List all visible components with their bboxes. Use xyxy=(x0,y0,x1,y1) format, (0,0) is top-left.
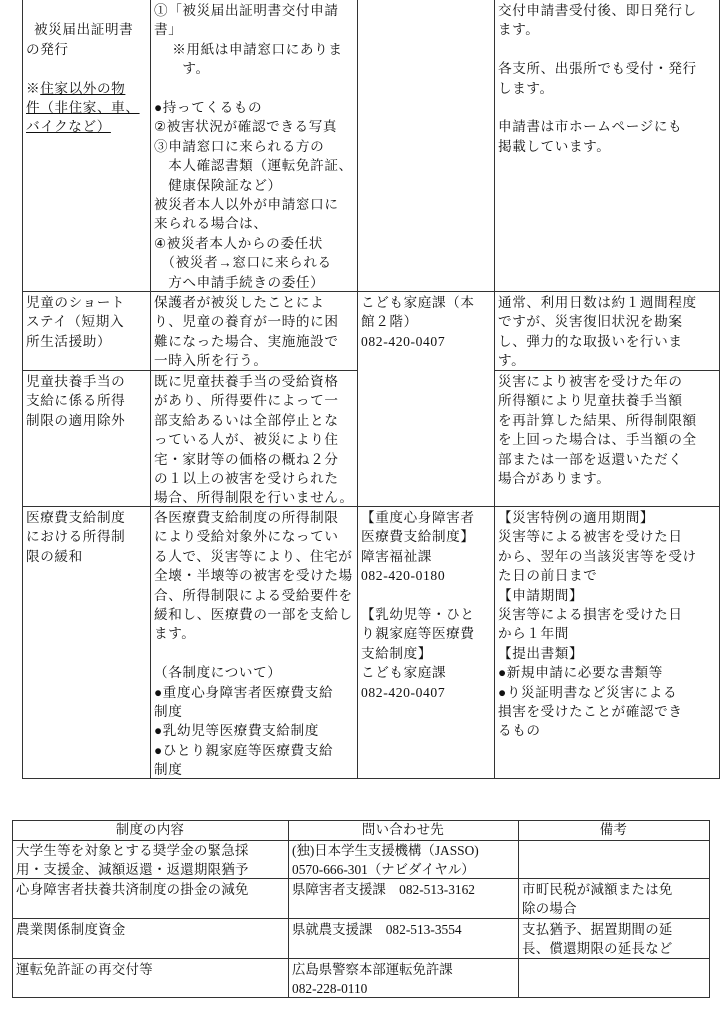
table-cell-content: ①「被災届出証明書交付申請 書」 ※用紙は申請窓口にありま す。 ●持ってくるもの ②被害状況が確認できる写真 ③申請窓口に来られる方の 本人確認書類（運転免許証、 健康保険証など） 被災者本人以外が申請窓口に 来られる場合は、 ④被災者本人からの委任状 （被災者→窓口に来られる 方へ申請手続きの委任） xyxy=(154,3,353,290)
sub-cell-content: 心身障害者扶養共済制度の掛金の減免 xyxy=(16,882,249,897)
table-cell-content: 保護者が被災したことによ り、児童の養育が一時的に困 難になった場合、実施施設で 一時入所を行う。 xyxy=(154,295,339,369)
sub-cell-content: 大学生等を対象とする奨学金の緊急採 用・支援金、減額返還・返還期限猶予 xyxy=(16,843,249,878)
table-cell-remarks: 交付申請書受付後、即日発行し ます。 各支所、出張所でも受付・発行 します。 申請書は市ホームページにも 掲載しています。 xyxy=(498,3,697,154)
sub-cell-remarks xyxy=(518,840,709,842)
sub-cell-contact: (独)日本学生支援機構（JASSO) 0570-666-301（ナビダイヤル） xyxy=(292,843,479,878)
sub-cell-contact: 県就農支援課 082-513-3554 xyxy=(292,922,462,937)
table-cell-item: 児童のショート ステイ（短期入 所生活援助） xyxy=(26,295,126,349)
sub-cell-contact: 県障害者支援課 082-513-3162 xyxy=(292,882,475,897)
table-cell-item: 児童扶養手当の 支給に係る所得 制限の適用除外 xyxy=(26,374,126,428)
item-note: 住家以外の物 件（非住家、車、 バイクなど） xyxy=(26,80,140,135)
table-cell-remarks: 【災害特例の適用期間】 災害等による被害を受けた日 から、翌年の当該災害等を受け た日の前日まで 【申請期間】 災害等による損害を受けた日 から１年間 【提出書類】 ●新規申請に必要な書類等 ●り災証明書など災害による 損害を受けたことが確認でき るもの xyxy=(498,510,697,739)
sub-cell-remarks: 支払猶予、据置期間の延 長、償還期限の延長など xyxy=(522,922,673,957)
sub-cell-remarks xyxy=(518,959,709,961)
sub-cell-content: 運転免許証の再交付等 xyxy=(16,962,153,977)
table-cell-content: 各医療費支給制度の所得制限 により受給対象外になってい る人で、災害等により、住宅が 全壊・半壊等の被害を受けた場 合、所得制限による受給要件を 緩和し、医療費の一部を支給し ます。 （各制度について） ●重度心身障害者医療費支給 制度 ●乳幼児等医療費支給制度 ●ひとり親家庭等医療費支給 制度 xyxy=(154,510,353,778)
header-contact: 問い合わせ先 xyxy=(361,822,445,837)
table-row-item xyxy=(22,0,150,138)
item-title: 被災届出証明書 の発行 xyxy=(26,22,134,57)
table-cell-item: 医療費支給制度 における所得制 限の緩和 xyxy=(26,510,126,564)
header-remarks: 備考 xyxy=(599,822,628,837)
table-cell-remarks: 通常、利用日数は約１週間程度 ですが、災害復旧状況を勘案 し、弾力的な取扱いを行いま す。 xyxy=(498,295,697,369)
table-border xyxy=(709,820,710,998)
table-border xyxy=(22,778,720,779)
table-cell-contact: 【重度心身障害者 医療費支給制度】 障害福祉課 082-420-0180 【乳幼児等・ひと り親家庭等医療費 支給制度】 こども家庭課 082-420-0407 xyxy=(361,510,475,700)
table-cell-content: 既に児童扶養手当の受給資格 があり、所得要件によって一 部支給あるいは全部停止とな っている人が、被災により住 宅・家財等の価格の概ね２分 の１以上の被害を受けられた 場合、所得制限を行いません。 xyxy=(154,374,354,506)
sub-cell-contact: 広島県警察本部運転免許課 082-228-0110 xyxy=(292,962,453,997)
item-note-mark: ※ xyxy=(26,80,41,96)
sub-cell-content: 農業関係制度資金 xyxy=(16,922,126,937)
table-cell-remarks: 災害により被害を受けた年の 所得額により児童扶養手当額 を再計算した結果、所得制限額 を上回った場合は、手当額の全 部または一部を返還いただく 場合があります。 xyxy=(498,374,697,487)
table-cell-contact: こども家庭課（本 館２階） 082-420-0407 xyxy=(361,295,475,349)
sub-cell-remarks: 市町民税が減額または免 除の場合 xyxy=(522,882,673,917)
header-content: 制度の内容 xyxy=(115,822,185,837)
